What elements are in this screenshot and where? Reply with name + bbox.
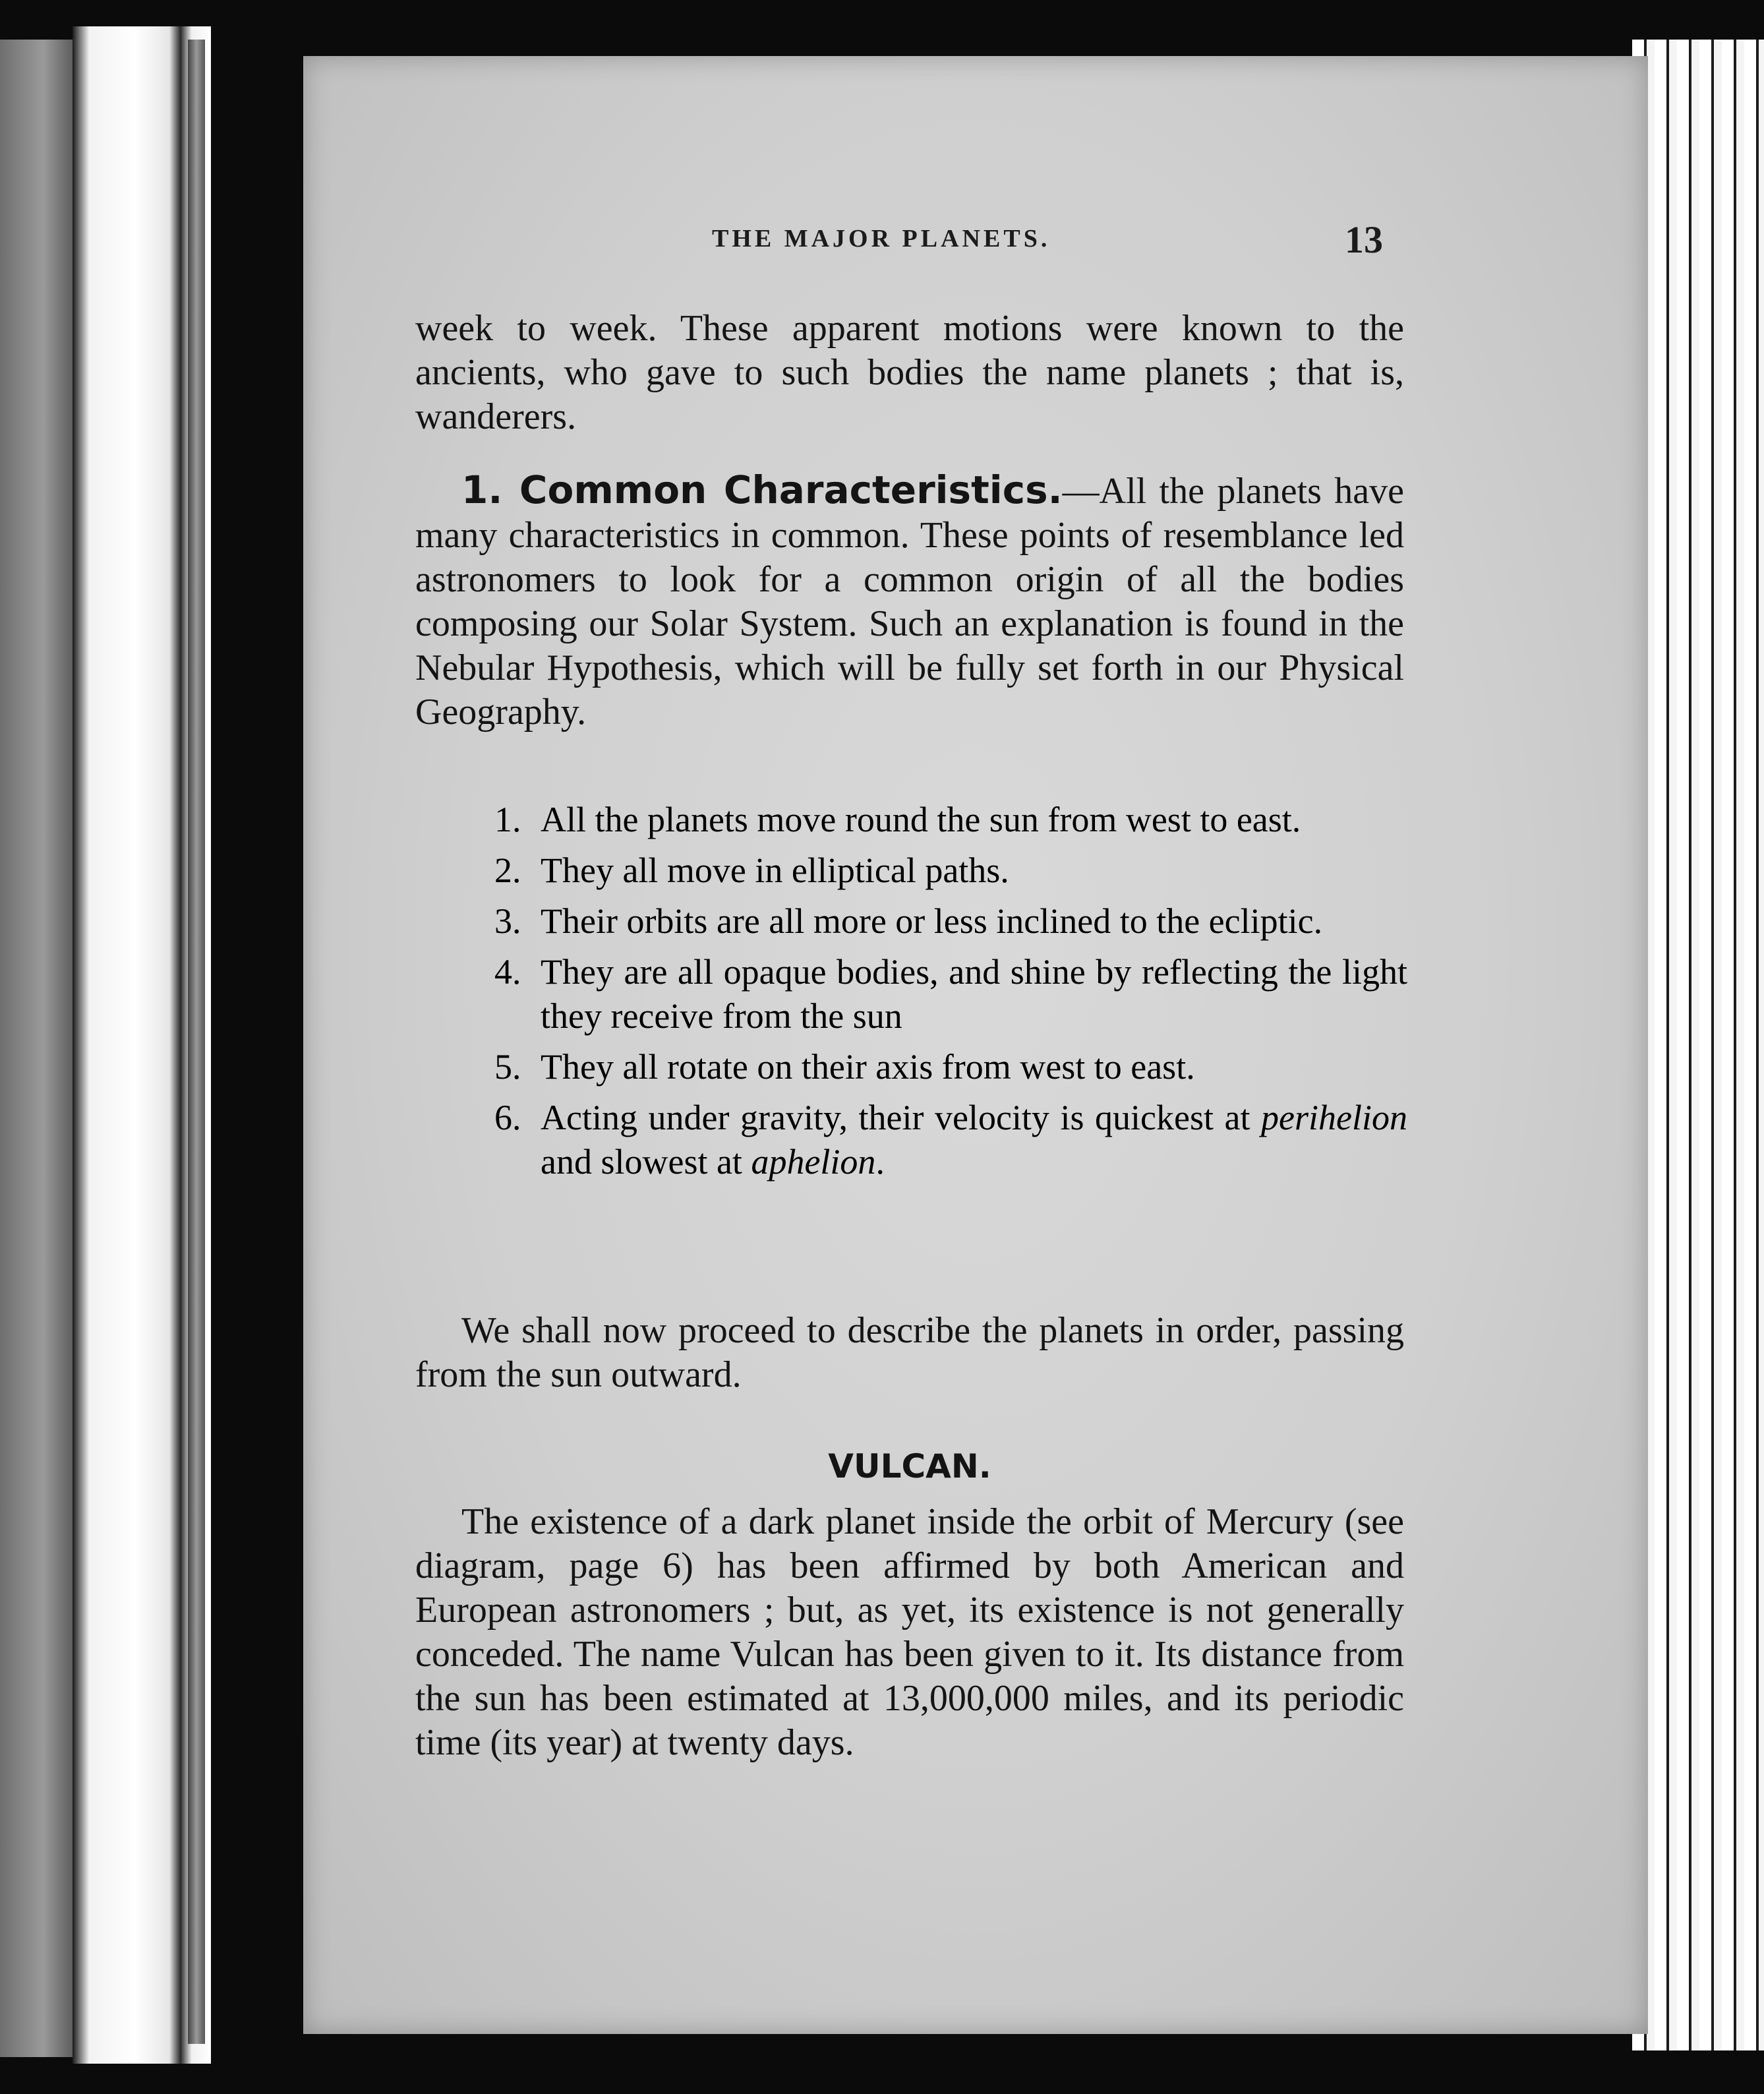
paragraph-vulcan bbox=[415, 1500, 1404, 1765]
list-text-part: . bbox=[875, 1142, 885, 1182]
paragraph-intro: week to week. These apparent motions were known to the ancients, who gave to such bodies the name planets ; that is, wanderers. bbox=[415, 308, 1404, 437]
list-item bbox=[494, 849, 1407, 893]
paragraph-text: —All the planets have many characteristics in common. These points of resemblance led astronomers to look for a common origin of all the bodies composing our Solar System. Such an explanation is found in the Nebular Hypothesis, which will be fully set forth in our Physical Geography. bbox=[415, 471, 1404, 733]
running-head: THE MAJOR PLANETS. bbox=[712, 225, 1051, 253]
section-heading-vulcan: VULCAN. bbox=[828, 1447, 991, 1485]
list-text bbox=[541, 1096, 1407, 1184]
list-number: 4. bbox=[494, 952, 521, 992]
list-number: 1. bbox=[494, 800, 521, 839]
list-number: 6. bbox=[494, 1098, 521, 1137]
list-text: They all move in elliptical paths. bbox=[541, 851, 1009, 890]
paragraph-proceed bbox=[415, 1309, 1404, 1397]
term-perihelion: perihelion bbox=[1261, 1098, 1407, 1137]
list-number: 3. bbox=[494, 901, 521, 941]
paragraph-common-characteristics bbox=[415, 468, 1404, 734]
list-number: 2. bbox=[494, 851, 521, 890]
list-text: They all rotate on their axis from west to east. bbox=[541, 1047, 1195, 1087]
binding-crease bbox=[188, 40, 205, 2044]
adjacent-page-edge bbox=[0, 40, 73, 2057]
paragraph-text: We shall now proceed to describe the planets in order, passing from the sun outward. bbox=[415, 1310, 1404, 1395]
list-text: They are all opaque bodies, and shine by reflecting the light they receive from the sun bbox=[541, 952, 1407, 1036]
list-text: Their orbits are all more or less inclined to the ecliptic. bbox=[541, 901, 1323, 941]
paragraph-text: The existence of a dark planet inside the orbit of Mercury (see diagram, page 6) has been affirmed by both American and European astronomers ; but, as yet, its existence is not generally conceded. The name Vulcan has been given to it. Its distance from the sun has been estimated at 13,000,000 miles, and its periodic time (its year) at twenty days. bbox=[415, 1501, 1404, 1763]
page-number: 13 bbox=[1345, 218, 1383, 261]
section-heading-common-characteristics: 1. Common Characteristics. bbox=[461, 467, 1063, 512]
list-item bbox=[494, 798, 1407, 842]
list-item bbox=[494, 1096, 1407, 1184]
stacked-page-edges bbox=[1632, 40, 1764, 2050]
list-text: All the planets move round the sun from west to east. bbox=[541, 800, 1301, 839]
list-text-part: and slowest at bbox=[541, 1142, 751, 1182]
list-number: 5. bbox=[494, 1047, 521, 1087]
list-item bbox=[494, 1045, 1407, 1089]
list-item bbox=[494, 899, 1407, 943]
list-item bbox=[494, 950, 1407, 1038]
scanned-page bbox=[303, 56, 1648, 2034]
characteristics-list bbox=[494, 798, 1407, 1191]
list-text-part: Acting under gravity, their velocity is quickest at bbox=[541, 1098, 1262, 1137]
term-aphelion: aphelion bbox=[751, 1142, 876, 1182]
